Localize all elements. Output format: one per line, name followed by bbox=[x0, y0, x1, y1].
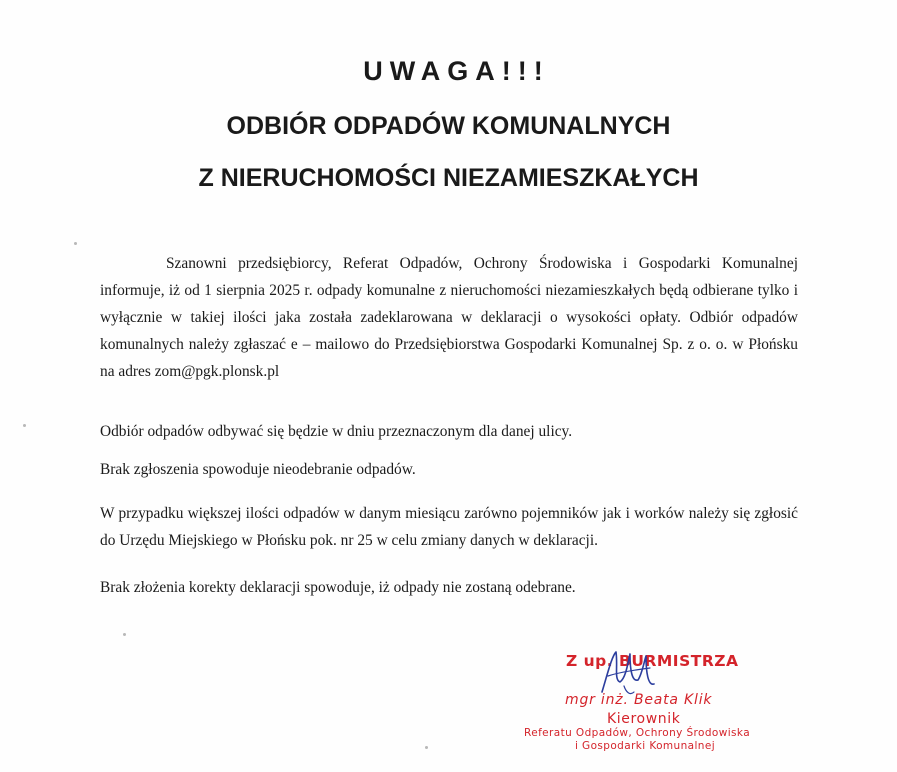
larger-amount-paragraph: W przypadku większej ilości odpadów w danym miesiącu zarówno pojemników jak i worków należy się zgłosić do Urzędu Miejskiego w Płońsku pok. nr 25 w celu zmiany danych w deklaracji. bbox=[100, 505, 798, 549]
collection-day-paragraph: Odbiór odpadów odbywać się będzie w dniu przeznaczonym dla danej ulicy. bbox=[100, 423, 573, 440]
stamp-department-line-2: i Gospodarki Komunalnej bbox=[575, 740, 716, 752]
scan-speck bbox=[23, 424, 26, 427]
title-line-1: ODBIÓR ODPADÓW KOMUNALNYCH bbox=[226, 112, 671, 140]
no-report-paragraph: Brak zgłoszenia spowoduje nieodebranie odpadów. bbox=[100, 461, 416, 478]
stamp-position-line: Kierownik bbox=[607, 711, 681, 727]
scan-speck bbox=[123, 633, 126, 636]
scan-speck bbox=[425, 746, 428, 749]
no-correction-paragraph: Brak złożenia korekty deklaracji spowoduje, iż odpady nie zostaną odebrane. bbox=[100, 579, 576, 596]
scan-speck bbox=[74, 242, 77, 245]
stamp-department-line: Referatu Odpadów, Ochrony Środowiska bbox=[524, 727, 751, 739]
announcement-text: Szanowni przedsiębiorcy, Referat Odpadów, Ochrony Środowiska i Gospodarki Komunalnej informuje, iż od 1 sierpnia 2025 r. odpady komunalne z nieruchomości niezamieszkałych będą odbierane tylko i wyłącznie w takiej ilości jaka została zadeklarowana w deklaracji o wysokości opłaty. Odbiór odpadów komunalnych należy zgłaszać e – mailowo do Przedsiębiorstwa Gospodarki Komunalnej Sp. z o. o. w Płońsku na adres zom@pgk.plonsk.pl bbox=[100, 255, 798, 380]
title-line-2: Z NIERUCHOMOŚCI NIEZAMIESZKAŁYCH bbox=[198, 164, 699, 192]
announcement-paragraph bbox=[100, 250, 798, 385]
stamp-name-line: mgr inż. Beata Klik bbox=[565, 692, 713, 708]
warning-heading: UWAGA!!! bbox=[363, 56, 550, 86]
stamp-mayor-line: Z up. BURMISTRZA bbox=[566, 652, 739, 670]
official-stamp bbox=[510, 640, 810, 760]
